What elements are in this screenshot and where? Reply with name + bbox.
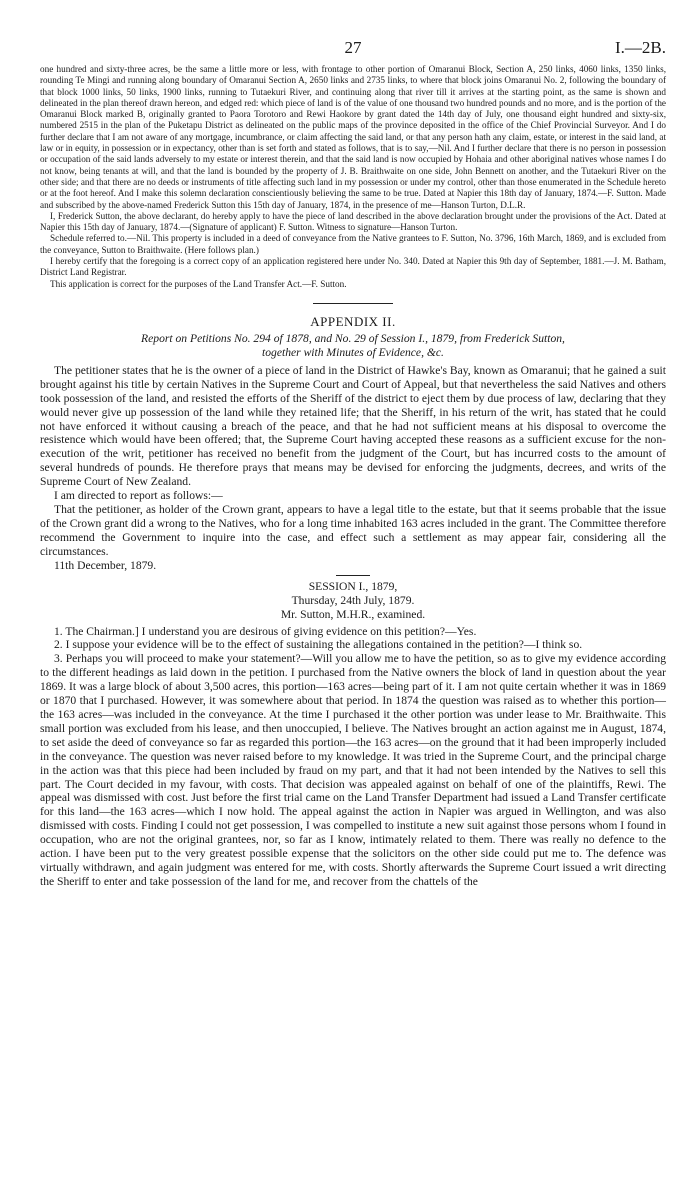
evidence-text [40,625,666,889]
short-divider [336,575,370,576]
appendix-title: APPENDIX II. [310,313,396,329]
appendix-subtitle: Report on Petitions No. 294 of 1878, and No. 29 of Session I., 1879, from Frederick Sutton, [141,331,565,345]
paragraph: This application is correct for the purposes of the Land Transfer Act.—F. Sutton. [50,278,347,289]
paragraph: I am directed to report as follows:— [54,489,223,503]
appendix-heading [40,314,666,360]
paragraph: Schedule referred to.—Nil. This property is included in a deed of conveyance from the Native grantees to F. Sutton, No. 3796, 16th March, 1869, and is excluded from the conveyance, Sutton to Braithwaite. (Here follows plan.) [40,233,666,255]
page-header [40,38,666,64]
appendix-subtitle-continued: together with Minutes of Evidence, &c. [262,345,444,359]
witness-line: Mr. Sutton, M.H.R., examined. [280,607,426,621]
session-title: SESSION I., 1879, [308,579,398,593]
report-date: 11th December, 1879. [54,558,157,572]
report-text [40,364,666,573]
paragraph: The petitioner states that he is the owner of a piece of land in the District of Hawke's Bay, known as Omaranui; that he gained a suit brought against his title by certain Natives in the Supreme Court and Court of Appeal, but that nevertheless the said Natives and others took possession of the land, and resisted the efforts of the Sheriff of the district to eject them by due process of law, declaring that they would never give up possession of the land while they retained life; that the Sheriff, in his return of the writ, has stated that he could not have enforced it without causing a breach of the peace, and that he had not sufficient means at his disposal to overcome the resistence which would have been offered; that, the Supreme Court having accepted these reasons as a sufficient excuse for the non-execution of the writ, petitioner has received no benefit from the judgment of the Court, but has incurred costs to the amount of several hundreds of pounds. He therefore prays that means may be devised for enforcing the judgments, decrees, and writs of the Supreme Court of New Zealand. [40,363,666,489]
evidence-question: 3. Perhaps you will proceed to make your statement?—Will you allow me to have the petition, so as to give my evidence according to the different headings as laid down in the petition. I purchased from the Native owners the block of land in question about the year 1869. It was a large block of about 3,500 acres, this portion—163 acres—being part of it. I am not quite certain whether it was in 1869 or 1870 that I purchased. However, it was somewhere about that period. In 1874 the question was raised as to whether this portion—the 163 acres—was included in the conveyance. At the time I purchased it the other portion was under lease to Mr. Braithwaite. This small portion was excluded from his lease, and then unoccupied, I believe. The Natives brought an action against me in August, 1874, to set aside the deed of conveyance so far as regarded this portion—the 163 acres—on the ground that it had been improperly included in the conveyance. The question was never raised before to my knowledge. It was tried in the Supreme Court, and the principal charge in the action was that this piece had been included by fraud on my part, and that it had not been intended by the Natives to sell this part. The Court decided in my favour, with costs. That decision was appealed against on behalf of one of the plaintiffs, Rewi. The appeal was dismissed with cost. Just before the first trial came on the Land Transfer Department had issued a Land Transfer certificate for this land—the 163 acres—which I now hold. The appeal against the action in Napier was argued in Wellington, and was also dismissed with costs. Finding I could not get possession, I was compelled to institute a new suit against those persons whom I found in occupation, who are not the original grantees, nor, so far as I know, intimately related to them. There was really no defence to the action. I have been put to the very greatest possible expense that the solicitors on the other side could put me to. The defence was virtually withdrawn, and again judgment was entered for me, with costs. Shortly afterwards the Supreme Court issued a writ directing the Sheriff to enter and take possession of the land for me, and recover from the chattels of the [40,652,666,888]
paragraph: That the petitioner, as holder of the Crown grant, appears to have a legal title to the estate, but that it seems probable that the issue of the Crown grant did a wrong to the Natives, who for a long time inhabited 163 acres included in the grant. The Committee therefore recommend the Government to inquire into the case, and effect such a settlement as may appear fair, considering all the circumstances. [40,503,666,558]
section-divider [313,303,393,304]
evidence-question: 2. I suppose your evidence will be to the effect of sustaining the allegations contained in the petition?—I think so. [54,638,583,652]
paragraph: one hundred and sixty-three acres, be the same a little more or less, with frontage to other portion of Omaranui Block, Section A, 250 links, 4060 links, 1350 links, rounding Te Mingi and running along boundary of Omaranui Section A, 2650 links and 2735 links, to where that block joins Omaranui No. 2, following the boundary of that block 1000 links, 50 links, 1900 links, running to Tutaekuri River, and continuing along that river till it arrives at the starting point, as the same is shown and delineated in the plan thereof drawn hereon, and edged red: which piece of land is of the value of one thousand two hundred pounds and no more, and is the portion of the Omaranui Block marked B, originally granted to Paora Torotoro and Rewi Haokore by grant dated the 14th day of July, one thousand eight hundred and sixty-six, numbered 2515 in the plan of the Puketapu District as delineated on the public maps of the province deposited in the office of the Chief Provincial Surveyor. And I do further declare that I am not aware of any mortgage, incumbrance, or claim affecting the said land, or that any person hath any claim, estate, or interest in the said land, at law or in equity, in possession or in expectancy, other than is set forth and stated as follows, that is to say,—Nil. And I further declare that there is no person in possession or occupation of the said lands adversely to my estate or interest therein, and that the said land is now occupied by Hohaia and other aboriginal natives whose names I do not know, being tenants at will, and that the land is bounded by the property of J. B. Braithwaite on one side, John Bennett on another, and the Tutaekuri River on the other side; and that there are no deeds or instruments of title affecting such land in my possession or under my control, other than those enumerated in the Schedule hereto or at the foot hereof. And I make this solemn declaration conscientiously believing the same to be true. Dated at Napier this 18th day of January, 1874.—F. Sutton. Made and subscribed by the above-named Frederick Sutton this 15th day of January, 1874, in the presence of me—Hanson Turton, D.L.R. [40,64,666,210]
evidence-question: 1. The Chairman.] I understand you are desirous of giving evidence on this petition?—Yes. [54,624,477,638]
paragraph: I, Frederick Sutton, the above declarant, do hereby apply to have the piece of land described in the above declaration brought under the provisions of the Act. Dated at Napier this 15th day of January, 1874.—(Signature of applicant) F. Sutton. Witness to signature—Hanson Turton. [40,210,666,233]
document-page [40,38,666,889]
document-reference: I.—2B. [615,38,666,57]
session-heading [40,580,666,622]
session-date: Thursday, 24th July, 1879. [291,593,415,607]
application-text [40,64,666,290]
paragraph: I hereby certify that the foregoing is a correct copy of an application registered here under No. 340. Dated at Napier this 9th day of September, 1881.—J. M. Batham, District Land Registrar. [40,256,666,278]
page-number: 27 [344,38,362,57]
